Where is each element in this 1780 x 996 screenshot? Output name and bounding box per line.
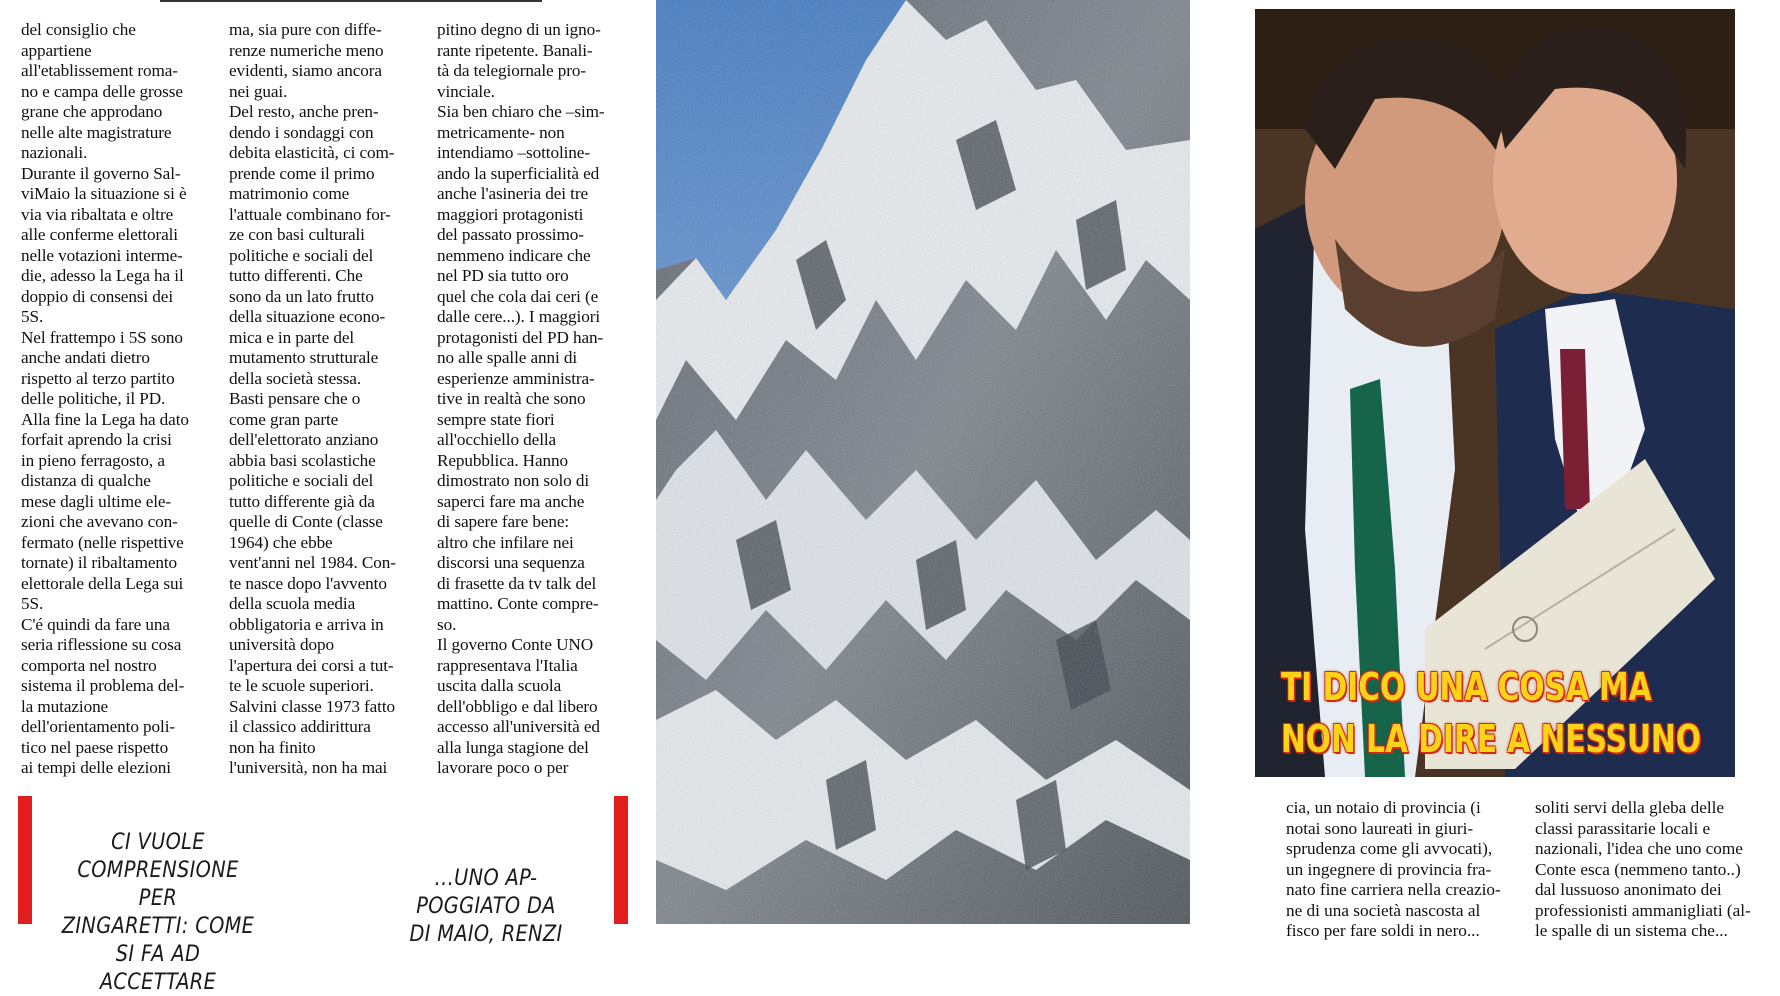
text-line: grane che approdano — [21, 102, 163, 121]
text-line: Il governo Conte UNO — [437, 635, 594, 654]
text-line: l'attuale combinano for- — [229, 204, 391, 224]
text-line: fisco per fare soldi in nero... — [1286, 921, 1480, 940]
text-line: te le scuole superiori. — [229, 676, 374, 695]
text-line: alla lunga stagione del — [437, 737, 589, 757]
politicians-image — [1255, 9, 1735, 777]
text-line: tico nel paese rispetto — [21, 737, 169, 757]
text-line: in pieno ferragosto, a — [21, 450, 165, 470]
text-line: professionisti ammanigliati (al- — [1535, 900, 1751, 920]
text-line: del passato prossimo- — [437, 225, 584, 244]
text-line: elettorale della Lega sui — [21, 573, 184, 593]
bottom-column-2 — [1535, 798, 1767, 940]
comic-right-border — [614, 796, 628, 924]
text-line: politiche e sociali del — [229, 245, 374, 265]
text-line: mattino. Conte compre- — [437, 594, 599, 613]
photo-caption-line-1: TI DICO UNA COSA MA — [1281, 665, 1652, 709]
comic-strip — [18, 796, 630, 995]
text-line: no e campa delle grosse — [21, 81, 183, 101]
text-line: Durante il governo Sal- — [21, 163, 181, 183]
text-line: maggiori protagonisti — [437, 204, 584, 224]
text-line: fermato (nelle rispettive — [21, 532, 184, 552]
text-line: esperienze amministra- — [437, 368, 595, 388]
text-line: sempre state fiori — [437, 409, 555, 429]
text-line: protagonisti del PD han- — [437, 327, 604, 347]
text-line: cia, un notaio di provincia (i — [1286, 798, 1481, 817]
text-line: mutamento strutturale — [229, 348, 379, 367]
politicians-photo — [1255, 9, 1735, 777]
text-line: quel che cola dai ceri (e — [437, 286, 599, 306]
top-rule — [160, 0, 542, 2]
text-line: nel PD sia tutto oro — [437, 266, 569, 285]
text-line: tive in realtà che sono — [437, 389, 586, 408]
text-line: rappresentava l'Italia — [437, 655, 578, 675]
text-line: appartiene — [21, 40, 92, 60]
text-line: anche l'asineria dei tre — [437, 184, 589, 203]
mountain-photo — [656, 0, 1190, 924]
speech-line: ZINGARETTI: COME — [61, 913, 255, 939]
text-line: politiche e sociali del — [229, 471, 374, 490]
speech-line: ...UNO AP- — [434, 865, 538, 891]
text-line: l'apertura dei corsi a tut- — [229, 655, 394, 675]
text-line: della società stessa. — [229, 368, 362, 388]
comic-left-border — [18, 796, 32, 924]
text-line: nelle votazioni interme- — [21, 245, 183, 265]
text-line: saperci fare ma anche — [437, 491, 585, 511]
text-line: tornate) il ribaltamento — [21, 553, 178, 572]
text-line: dal lussuoso anonimato dei — [1535, 880, 1722, 899]
speech-line: SI FA AD ACCETTARE — [99, 941, 217, 995]
text-line: doppio di consensi dei — [21, 286, 173, 306]
text-line: all'occhiello della — [437, 430, 557, 449]
text-line: Repubblica. Hanno — [437, 450, 568, 470]
text-line: notai sono laureati in giuri- — [1286, 818, 1474, 838]
text-line: 5S. — [21, 594, 44, 613]
text-line: Nel frattempo i 5S sono — [21, 327, 183, 347]
text-line: accesso all'università ed — [437, 717, 600, 736]
text-line: università dopo — [229, 635, 334, 654]
text-line: pitino degno di un igno- — [437, 20, 601, 39]
text-line: nemmeno indicare che — [437, 245, 591, 265]
text-line: di frasette da tv talk del — [437, 573, 597, 593]
speech-line: DI MAIO, RENZI — [409, 921, 563, 947]
text-line: dell'orientamento poli- — [21, 717, 176, 736]
text-line: dendo i sondaggi con — [229, 122, 374, 142]
text-line: tutto differente già da — [229, 491, 375, 511]
text-line: debita elasticità, ci com- — [229, 143, 395, 162]
comic-right-speech — [409, 864, 564, 948]
text-line: le spalle di un sistema che... — [1535, 921, 1728, 940]
text-line: metricamente- non — [437, 122, 565, 142]
article-column-3 — [437, 20, 637, 786]
text-line: ne di una società nascosta al — [1286, 900, 1481, 920]
comic-left-speech — [58, 828, 258, 996]
text-line: un ingegnere di provincia fra- — [1286, 859, 1492, 879]
text-line: nato fine carriera nella creazio- — [1286, 880, 1501, 899]
text-line: sono da un lato frutto — [229, 286, 374, 306]
text-line: die, adesso la Lega ha il — [21, 266, 184, 285]
text-line: 5S. — [21, 307, 44, 326]
text-line: viMaio la situazione si è — [21, 184, 187, 203]
text-line: all'etablissement roma- — [21, 61, 178, 80]
text-line: quelle di Conte (classe — [229, 512, 383, 531]
text-line: Basti pensare che o — [229, 389, 361, 408]
text-line: altro che infilare nei — [437, 532, 574, 552]
text-line: vent'anni nel 1984. Con- — [229, 553, 396, 572]
text-line: ando la superficialità ed — [437, 163, 600, 183]
text-line: anche andati dietro — [21, 348, 150, 367]
text-line: classi parassitarie locali e — [1535, 818, 1711, 838]
text-line: discorsi una sequenza — [437, 553, 585, 572]
text-line: la mutazione — [21, 696, 109, 716]
photo-caption-line-2: NON LA DIRE A NESSUNO — [1281, 717, 1702, 761]
text-line: matrimonio come — [229, 184, 350, 203]
text-line: dell'obbligo e dal libero — [437, 696, 598, 716]
text-line: ze con basi culturali — [229, 225, 365, 244]
text-line: nelle alte magistrature — [21, 122, 172, 142]
text-line: renze numeriche meno — [229, 40, 384, 60]
text-line: prende come il primo — [229, 163, 375, 183]
text-line: rispetto al terzo partito — [21, 368, 175, 388]
text-line: dell'elettorato anziano — [229, 430, 379, 449]
text-line: 1964) che ebbe — [229, 532, 333, 552]
text-line: tà da telegiornale pro- — [437, 61, 586, 80]
text-line: della situazione econo- — [229, 307, 386, 326]
text-line: Sia ben chiaro che –sim- — [437, 102, 605, 121]
text-line: di sapere fare bene: — [437, 512, 570, 531]
text-line: il classico addirittura — [229, 717, 371, 736]
article-column-1 — [21, 20, 215, 786]
text-line: come gran parte — [229, 409, 339, 429]
text-line: soliti servi della gleba delle — [1535, 798, 1725, 817]
mountain-image — [656, 0, 1190, 924]
text-line: Alla fine la Lega ha dato — [21, 409, 189, 429]
speech-line: COMPRENSIONE PER — [77, 857, 239, 911]
text-line: ai tempi delle elezioni — [21, 758, 171, 777]
text-line: del consiglio che — [21, 20, 136, 39]
speech-line: POGGIATO DA — [416, 893, 556, 919]
text-line: sprudenza come gli avvocati), — [1286, 839, 1493, 858]
text-line: mese dagli ultime ele- — [21, 491, 172, 511]
text-line: tutto differenti. Che — [229, 266, 363, 285]
text-line: della scuola media — [229, 594, 356, 613]
text-line: l'università, non ha mai — [229, 758, 388, 777]
text-line: no alle spalle anni di — [437, 348, 578, 367]
text-line: Salvini classe 1973 fatto — [229, 696, 396, 716]
text-line: non ha finito — [229, 737, 316, 757]
text-line: zioni che avevano con- — [21, 512, 178, 531]
text-line: uscita dalla scuola — [437, 676, 562, 695]
text-line: comporta nel nostro — [21, 655, 157, 675]
text-line: so. — [437, 614, 457, 634]
text-line: abbia basi scolastiche — [229, 450, 376, 470]
text-line: lavorare poco o per — [437, 758, 569, 777]
text-line: seria riflessione su cosa — [21, 635, 182, 654]
text-line: C'é quindi da fare una — [21, 614, 170, 634]
text-line: Del resto, anche pren- — [229, 102, 379, 121]
text-line: dalle cere...). I maggiori — [437, 307, 600, 326]
text-line: evidenti, siamo ancora — [229, 61, 382, 80]
text-line: vinciale. — [437, 81, 495, 101]
text-line: dimostrato non solo di — [437, 471, 590, 490]
text-line: rante ripetente. Banali- — [437, 40, 593, 60]
bottom-column-1 — [1286, 798, 1510, 940]
text-line: nei guai. — [229, 81, 288, 101]
speech-line: CI VUOLE — [111, 829, 205, 855]
text-line: via via ribaltata e oltre — [21, 204, 174, 224]
text-line: ma, sia pure con diffe- — [229, 20, 382, 39]
text-line: forfait aprendo la crisi — [21, 430, 172, 449]
text-line: nazionali. — [21, 143, 88, 162]
text-line: nazionali, l'idea che uno come — [1535, 839, 1743, 858]
text-line: delle politiche, il PD. — [21, 389, 166, 408]
text-line: intendiamo –sottoline- — [437, 143, 590, 162]
text-line: Conte esca (nemmeno tanto..) — [1535, 859, 1741, 879]
text-line: obbligatoria e arriva in — [229, 614, 384, 634]
text-line: mica e in parte del — [229, 327, 355, 347]
text-line: alle conferme elettorali — [21, 225, 178, 244]
text-line: te nasce dopo l'avvento — [229, 573, 387, 593]
text-line: distanza di qualche — [21, 471, 151, 490]
text-line: sistema il problema del- — [21, 676, 185, 695]
article-column-2 — [229, 20, 422, 786]
